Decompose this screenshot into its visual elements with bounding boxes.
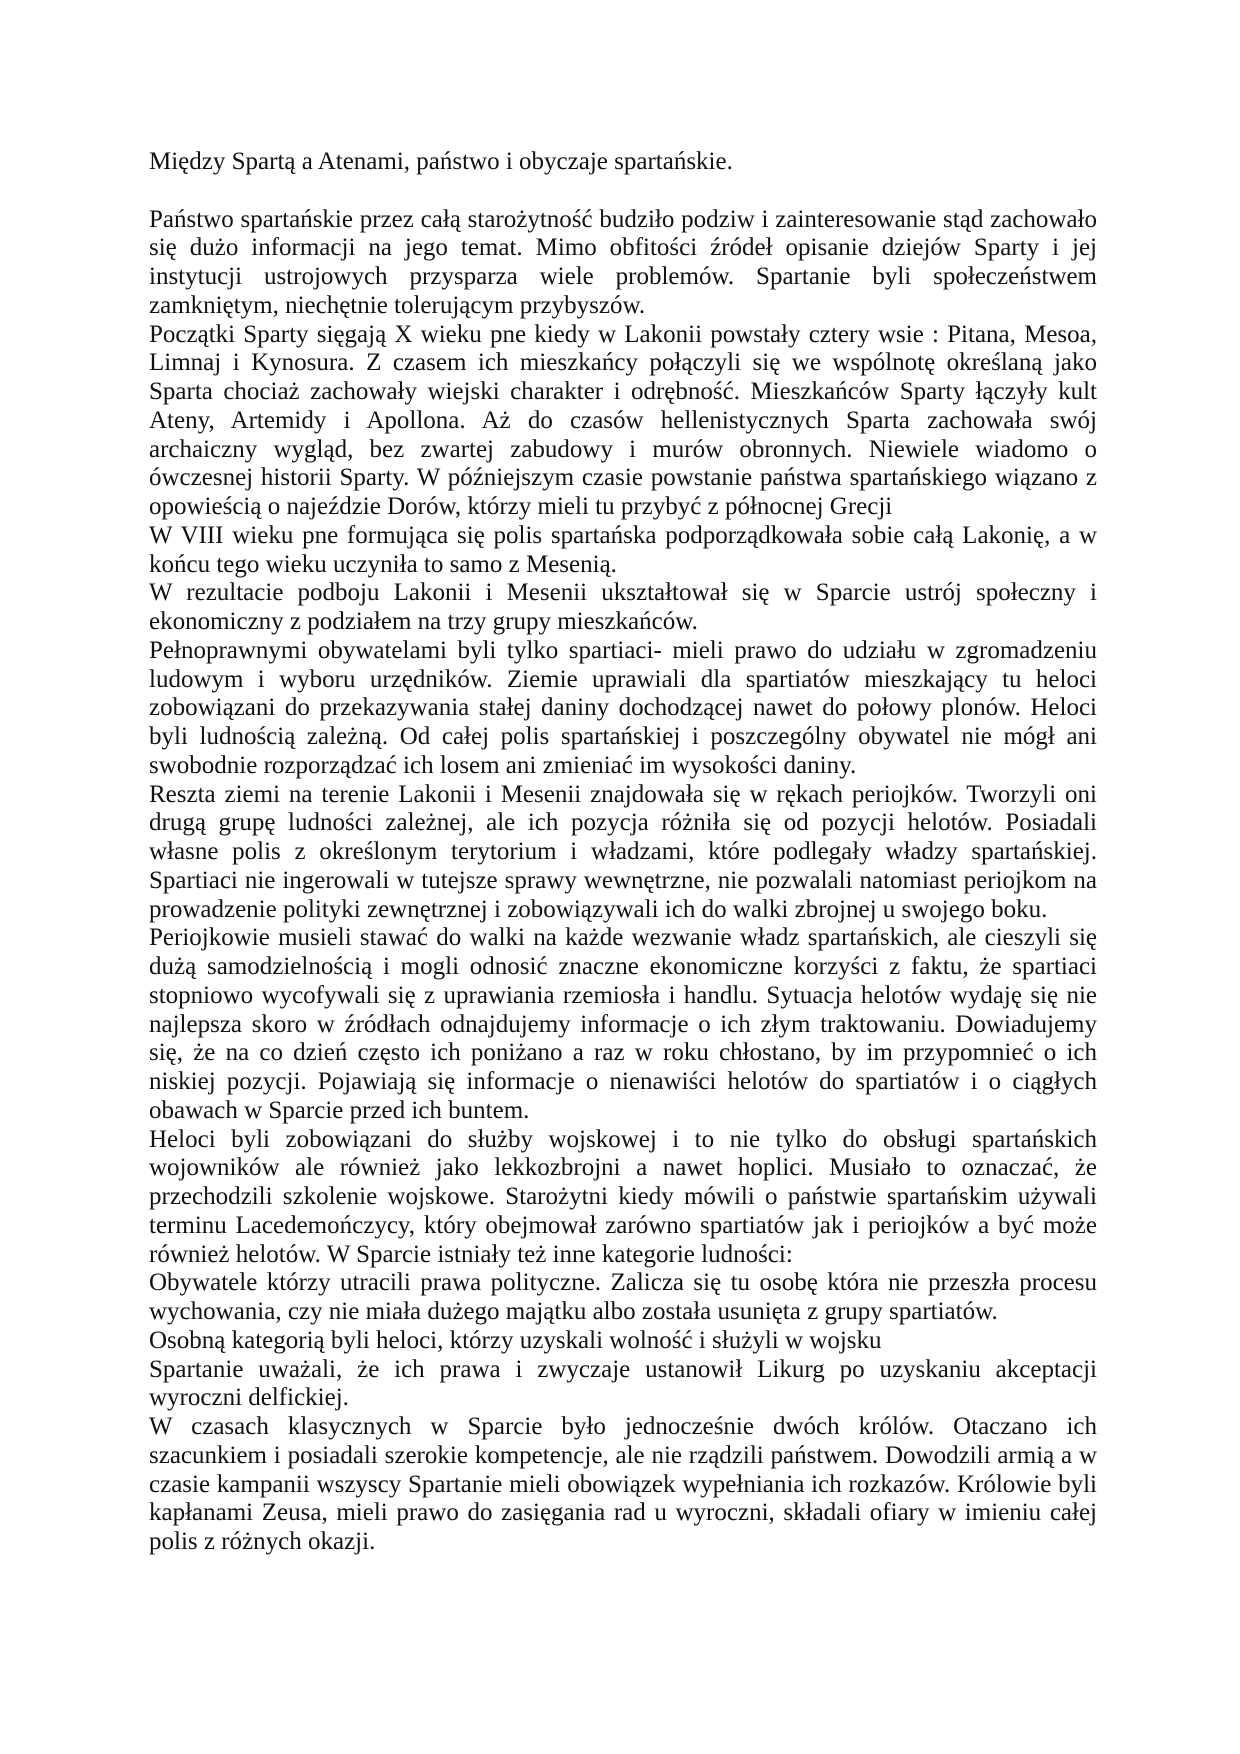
text-line [149, 1442, 1097, 1471]
text-line-content: ludowym i wyboru urzędników. Ziemie uprawiali dla spartiatów mieszkający tu heloci [149, 665, 1097, 693]
text-line-content: W czasach klasycznych w Sparcie było jednocześnie dwóch królów. Otaczano ich [149, 1413, 1097, 1440]
text-line-content: Spartiaci nie ingerowali w tutejsze sprawy wewnętrzne, nie pozwalali natomiast periojkom na [149, 866, 1097, 894]
text-line [149, 1039, 1097, 1068]
paragraph [149, 781, 1097, 925]
text-line-content: swobodnie rozporządzać ich losem ani zmieniać im wysokości daniny. [149, 751, 857, 779]
text-line [149, 1528, 1097, 1557]
text-line [149, 234, 1097, 263]
text-line [149, 1384, 1097, 1413]
text-line-content: Reszta ziemi na terenie Lakonii i Mesenii znajdowała się w rękach periojków. Tworzyli oni [149, 780, 1097, 808]
text-line [149, 407, 1097, 436]
document-body [149, 206, 1097, 1557]
text-line [149, 723, 1097, 752]
text-line [149, 867, 1097, 896]
text-line-content: się dużo informacji na jego temat. Mimo obfitości źródeł opisanie dziejów Sparty i jej [149, 234, 1097, 262]
text-line [149, 1011, 1097, 1040]
text-line [149, 982, 1097, 1011]
text-line [149, 1068, 1097, 1097]
text-line [149, 436, 1097, 465]
text-line-content: zobowiązani do przekazywania stałej daniny dochodzącej nawet do połowy plonów. Heloci [149, 694, 1097, 722]
text-line [149, 838, 1097, 867]
text-line [149, 1212, 1097, 1241]
text-line [149, 1154, 1097, 1183]
text-line [149, 1183, 1097, 1212]
text-line [149, 694, 1097, 723]
text-line [149, 1269, 1097, 1298]
text-line [149, 551, 1097, 580]
text-line-content: czasie kampanii wszyscy Spartanie mieli obowiązek wypełniania ich rozkazów. Królowie byli [149, 1470, 1097, 1498]
paragraph [149, 579, 1097, 637]
text-line [149, 608, 1097, 637]
text-line [149, 896, 1097, 925]
text-line [149, 378, 1097, 407]
text-line-content: zamkniętym, niechętnie tolerującym przybyszów. [149, 291, 646, 319]
text-line-content: się, że na co dzień często ich poniżano a raz w roku chłostano, by im przypomnieć o ich [149, 1039, 1097, 1067]
text-line [149, 522, 1097, 551]
text-line [149, 924, 1097, 953]
text-line-content: własne polis z określonym terytorium i władzami, które podlegały władzy spartańskiej. [149, 838, 1097, 865]
text-line-content: polis z różnych okazji. [149, 1528, 376, 1555]
text-line-content: opowieścią o najeździe Dorów, którzy mieli tu przybyć z północnej Grecji [149, 493, 893, 520]
text-line-content: przechodzili szkolenie wojskowe. Starożytni kiedy mówili o państwie spartańskim używali [149, 1183, 1097, 1210]
paragraph [149, 321, 1097, 522]
document-page [149, 148, 1097, 1557]
text-line-content: kapłanami Zeusa, mieli prawo do zasięgania rad u wyroczni, składali ofiary w imieniu całej [149, 1499, 1097, 1527]
text-line [149, 809, 1097, 838]
text-line-content: obawach w Sparcie przed ich buntem. [149, 1096, 530, 1124]
text-line-content: końcu tego wieku uczyniła to samo z Mesenią. [149, 550, 617, 578]
text-line-content: niskiej pozycji. Pojawiają się informacje o nienawiści helotów do spartiatów i o ciągłych [149, 1068, 1097, 1095]
text-line-content: Spartanie uważali, że ich prawa i zwyczaje ustanowił Likurg po uzyskaniu akceptacji [149, 1355, 1097, 1383]
paragraph [149, 522, 1097, 580]
text-line-content: terminu Lacedemończycy, który obejmował zarówno spartiatów jak i periojków a być może [149, 1211, 1097, 1239]
text-line-content: wojowników ale również jako lekkozbrojni a nawet hoplici. Musiało to oznaczać, że [149, 1154, 1097, 1182]
paragraph [149, 1413, 1097, 1557]
text-line-content: Periojkowie musieli stawać do walki na każde wezwanie władz spartańskich, ale cieszyli się [149, 924, 1097, 952]
paragraph [149, 1356, 1097, 1414]
paragraph [149, 1327, 1097, 1356]
text-line-content: Sparta chociaż zachowały wiejski charakter i odrębność. Mieszkańców Sparty łączyły kult [149, 378, 1097, 405]
paragraph [149, 1126, 1097, 1270]
text-line [149, 637, 1097, 666]
text-line [149, 1241, 1097, 1270]
text-line [149, 292, 1097, 321]
text-line [149, 493, 1097, 522]
text-line-content: najlepsza skoro w źródłach odnajdujemy informacje o ich złym traktowaniu. Dowiadujemy [149, 1010, 1097, 1038]
paragraph [149, 206, 1097, 321]
document-title: Między Spartą a Atenami, państwo i obyczaje spartańskie. [149, 148, 733, 175]
text-line [149, 263, 1097, 292]
text-line [149, 206, 1097, 235]
text-line-content: instytucji ustrojowych przysparza wiele problemów. Spartanie byli społeczeństwem [149, 263, 1097, 290]
text-line-content: archaiczny wygląd, bez zwartej zabudowy i murów obronnych. Niewiele wiadomo o [149, 435, 1097, 463]
text-line-content: ówczesnej historii Sparty. W późniejszym czasie powstanie państwa spartańskiego wiązano z [149, 464, 1097, 492]
text-line-content: prowadzenie polityki zewnętrznej i zobowiązywali ich do walki zbrojnej u swojego boku. [149, 895, 1048, 923]
text-line [149, 781, 1097, 810]
text-line [149, 1327, 1097, 1356]
paragraph [149, 637, 1097, 781]
text-line-content: Limnaj i Kynosura. Z czasem ich mieszkańcy połączyli się we wspólnotę określaną jako [149, 349, 1097, 377]
text-line-content: szacunkiem i posiadali szerokie kompetencje, ale nie rządzili państwem. Dowodzili armią a w [149, 1441, 1097, 1469]
text-line-content: W rezultacie podboju Lakonii i Mesenii ukształtował się w Sparcie ustrój społeczny i [149, 579, 1097, 607]
text-line-content: Początki Sparty sięgają X wieku pne kiedy w Lakonii powstały cztery wsie : Pitana, Mesoa, [149, 320, 1097, 348]
text-line [149, 752, 1097, 781]
text-line [149, 1298, 1097, 1327]
text-line [149, 1413, 1097, 1442]
text-line-content: wychowania, czy nie miała dużego majątku albo została usunięta z grupy spartiatów. [149, 1298, 998, 1325]
text-line-content: W VIII wieku pne formująca się polis spartańska podporządkowała sobie całą Lakonię, a w [149, 521, 1097, 549]
text-line [149, 321, 1097, 350]
text-line [149, 666, 1097, 695]
text-line-content: byli ludnością zależną. Od całej polis spartańskiej i poszczególny obywatel nie mógł ani [149, 723, 1097, 750]
text-line-content: Ateny, Artemidy i Apollona. Aż do czasów hellenistycznych Sparta zachowała swój [149, 406, 1097, 434]
text-line-content: Heloci byli zobowiązani do służby wojskowej i to nie tylko do obsługi spartańskich [149, 1125, 1097, 1153]
text-line-content: wyroczni delfickiej. [149, 1384, 349, 1412]
text-line-content: Osobną kategorią byli heloci, którzy uzyskali wolność i służyli w wojsku [149, 1326, 882, 1354]
text-line [149, 1126, 1097, 1155]
text-line [149, 1499, 1097, 1528]
text-line [149, 1097, 1097, 1126]
text-line-content: Państwo spartańskie przez całą starożytność budziło podziw i zainteresowanie stąd zachowało [149, 205, 1097, 233]
text-line [149, 464, 1097, 493]
paragraph [149, 924, 1097, 1125]
paragraph [149, 1269, 1097, 1327]
text-line [149, 1356, 1097, 1385]
text-line [149, 1471, 1097, 1500]
text-line-content: ekonomiczny z podziałem na trzy grupy mieszkańców. [149, 608, 698, 635]
text-line [149, 579, 1097, 608]
text-line-content: drugą grupę ludności zależnej, ale ich pozycja różniła się od pozycji helotów. Posiadali [149, 809, 1097, 837]
text-line-content: Pełnoprawnymi obywatelami byli tylko spartiaci- mieli prawo do udziału w zgromadzeniu [149, 636, 1097, 664]
text-line-content: stopniowo wycofywali się z uprawiania rzemiosła i handlu. Sytuacja helotów wydaję się nie [149, 981, 1097, 1009]
text-line [149, 349, 1097, 378]
text-line [149, 953, 1097, 982]
text-line-content: dużą samodzielnością i mogli odnosić znaczne ekonomiczne korzyści z faktu, że spartiaci [149, 953, 1097, 980]
text-line-content: Obywatele którzy utracili prawa polityczne. Zalicza się tu osobę która nie przeszła procesu [149, 1269, 1097, 1297]
text-line-content: również helotów. W Sparcie istniały też inne kategorie ludności: [149, 1240, 793, 1268]
